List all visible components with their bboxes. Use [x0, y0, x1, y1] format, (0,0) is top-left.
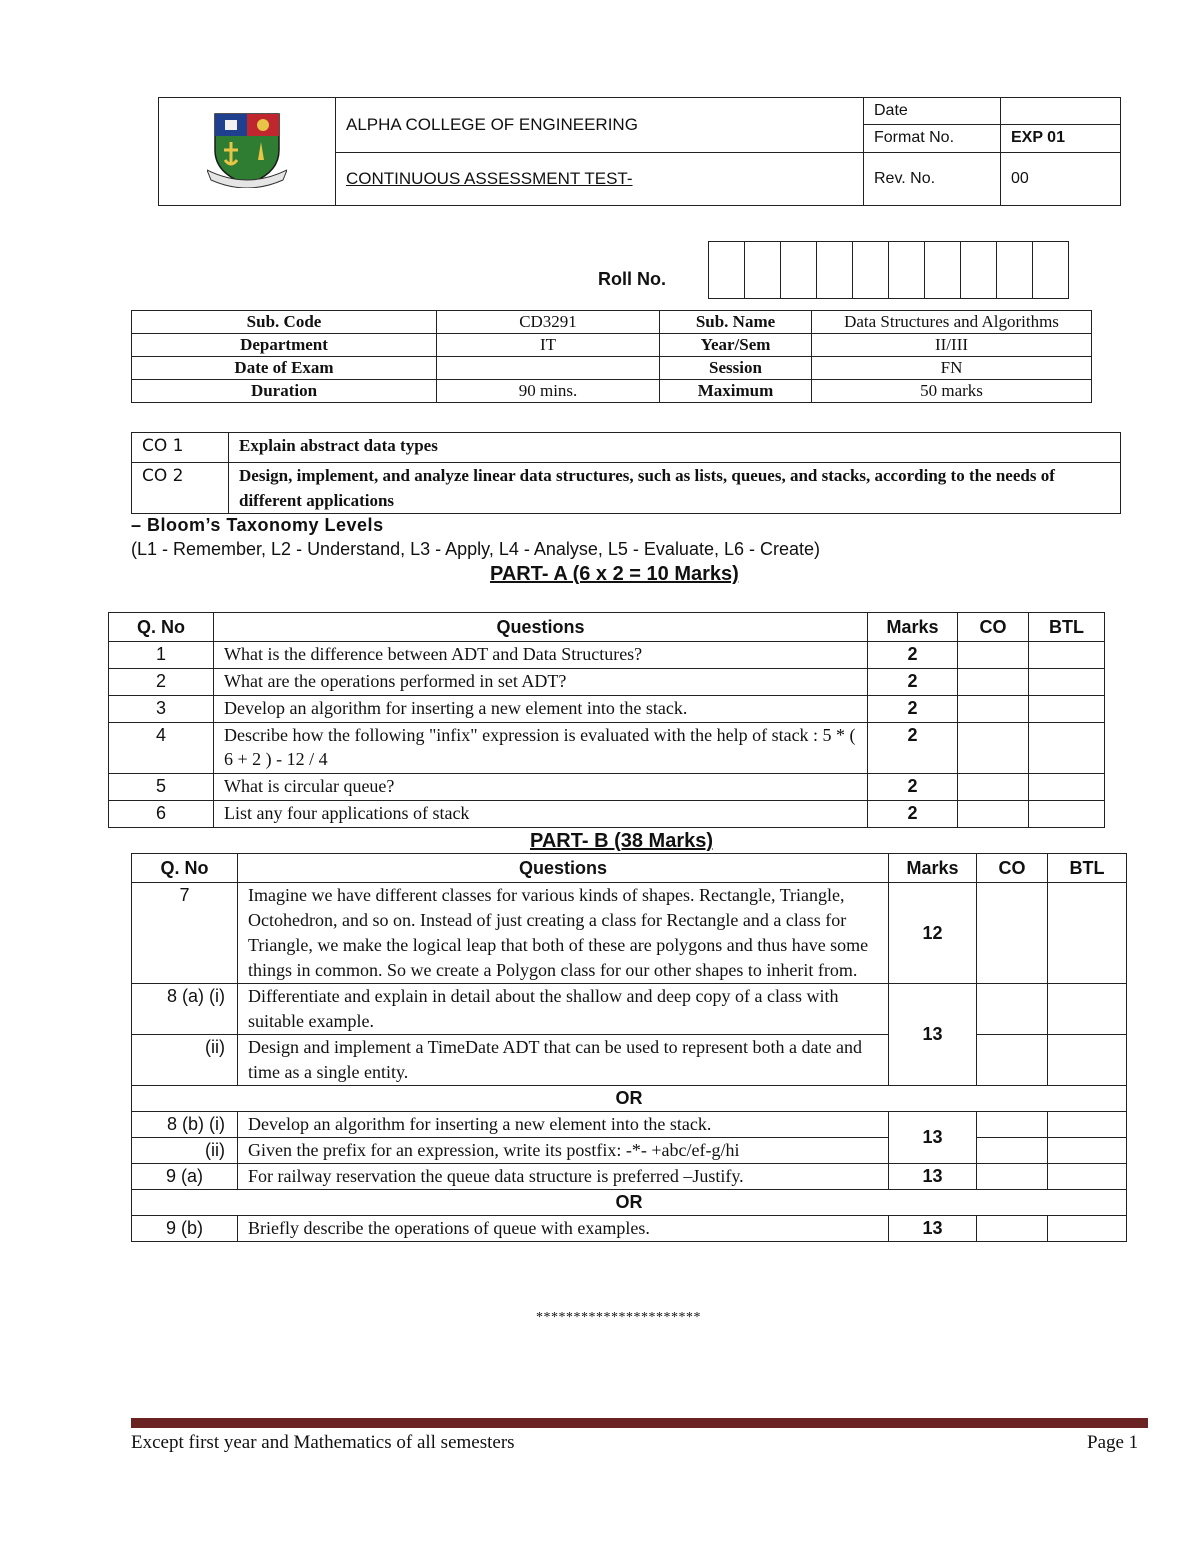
q-text: Imagine we have different classes for various kinds of shapes. Rectangle, Triangle, Octohedron, and so on. Instead of just creating a class for Rectangle and a class for Triangle, we make the logical leap that both of these are polygons and thus have some things in common. So we create a Polygon class for our other shapes to inherit from. [238, 883, 889, 984]
q-marks: 2 [868, 774, 958, 801]
q-btl [1048, 1216, 1127, 1242]
session-value: FN [812, 357, 1092, 380]
or-row [132, 1190, 1127, 1216]
q-co [977, 1216, 1048, 1242]
q-number: (ii) [132, 1138, 238, 1164]
q-number: 7 [132, 883, 238, 984]
roll-digit-box[interactable] [817, 242, 853, 299]
q-co [958, 669, 1029, 696]
session-label: Session [660, 357, 812, 380]
sub-name-label: Sub. Name [660, 311, 812, 334]
table-row [132, 1138, 1127, 1164]
q-co [977, 883, 1048, 984]
rev-label: Rev. No. [864, 152, 1001, 206]
q-marks: 13 [889, 984, 977, 1086]
q-text: Develop an algorithm for inserting a new element into the stack. [238, 1112, 889, 1138]
part-a-title: PART- A (6 x 2 = 10 Marks) [490, 563, 739, 585]
q-marks: 12 [889, 883, 977, 984]
roll-digit-box[interactable] [709, 242, 745, 299]
col-qno: Q. No [109, 613, 214, 642]
course-outcomes-table [131, 432, 1121, 514]
table-row [132, 1216, 1127, 1242]
q-btl [1029, 801, 1105, 828]
q-text: For railway reservation the queue data structure is preferred –Justify. [238, 1164, 889, 1190]
q-co [977, 1164, 1048, 1190]
q-number: 6 [109, 801, 214, 828]
test-name: CONTINUOUS ASSESSMENT TEST- [336, 152, 864, 206]
q-btl [1048, 1035, 1127, 1086]
q-co [958, 801, 1029, 828]
duration-value: 90 mins. [437, 380, 660, 403]
sub-name-value: Data Structures and Algorithms [812, 311, 1092, 334]
q-co [977, 1035, 1048, 1086]
page-number: Page 1 [1087, 1432, 1139, 1453]
q-btl [1029, 723, 1105, 774]
table-row [109, 642, 1105, 669]
sub-code-value: CD3291 [437, 311, 660, 334]
maximum-value: 50 marks [812, 380, 1092, 403]
q-co [977, 984, 1048, 1035]
roll-no-label: Roll No. [598, 269, 666, 289]
q-btl [1048, 1138, 1127, 1164]
duration-label: Duration [132, 380, 437, 403]
table-row [109, 774, 1105, 801]
q-marks: 2 [868, 723, 958, 774]
footer-rule [131, 1418, 1148, 1428]
table-row [109, 669, 1105, 696]
col-co: CO [977, 854, 1048, 883]
table-row [109, 723, 1105, 774]
q-text: What are the operations performed in set ADT? [214, 669, 868, 696]
q-marks: 13 [889, 1164, 977, 1190]
roll-digit-box[interactable] [925, 242, 961, 299]
table-row [132, 984, 1127, 1035]
part-b-title: PART- B (38 Marks) [530, 830, 714, 852]
roll-digit-box[interactable] [961, 242, 997, 299]
q-marks: 13 [889, 1216, 977, 1242]
q-co [958, 642, 1029, 669]
table-row [109, 696, 1105, 723]
college-crest-icon [207, 110, 287, 188]
q-number: 9 (b) [132, 1216, 238, 1242]
roll-digit-box[interactable] [889, 242, 925, 299]
exam-date-label: Date of Exam [132, 357, 437, 380]
exam-date-value [437, 357, 660, 380]
q-number: 5 [109, 774, 214, 801]
q-marks: 2 [868, 642, 958, 669]
co-description: Design, implement, and analyze linear data structures, such as lists, queues, and stacks, according to the needs of different applications [229, 463, 1121, 514]
q-marks: 2 [868, 801, 958, 828]
q-co [958, 696, 1029, 723]
q-number: 8 (a) (i) [132, 984, 238, 1035]
q-co [977, 1112, 1048, 1138]
part-b-table [131, 853, 1127, 1242]
q-number: 9 (a) [132, 1164, 238, 1190]
q-btl [1029, 669, 1105, 696]
col-marks: Marks [889, 854, 977, 883]
col-co: CO [958, 613, 1029, 642]
sub-code-label: Sub. Code [132, 311, 437, 334]
q-co [977, 1138, 1048, 1164]
college-name: ALPHA COLLEGE OF ENGINEERING [336, 98, 864, 153]
table-row [132, 1035, 1127, 1086]
q-marks: 2 [868, 669, 958, 696]
co-code: CO 2 [132, 463, 229, 514]
q-number: 3 [109, 696, 214, 723]
date-value [1001, 98, 1121, 125]
q-number: (ii) [132, 1035, 238, 1086]
table-row [109, 801, 1105, 828]
co-description: Explain abstract data types [229, 433, 1121, 463]
q-text: List any four applications of stack [214, 801, 868, 828]
q-co [958, 723, 1029, 774]
q-btl [1048, 1164, 1127, 1190]
q-text: Design and implement a TimeDate ADT that can be used to represent both a date and time as a single entity. [238, 1035, 889, 1086]
q-marks: 13 [889, 1112, 977, 1164]
subject-info-table [131, 310, 1092, 403]
q-btl [1048, 1112, 1127, 1138]
table-row [132, 1164, 1127, 1190]
q-text: Briefly describe the operations of queue with examples. [238, 1216, 889, 1242]
format-value: EXP 01 [1001, 125, 1121, 152]
col-qno: Q. No [132, 854, 238, 883]
document-header [158, 97, 1121, 206]
rev-value: 00 [1001, 152, 1121, 206]
date-label: Date [864, 98, 1001, 125]
col-questions: Questions [238, 854, 889, 883]
q-text: Develop an algorithm for inserting a new element into the stack. [214, 696, 868, 723]
bloom-levels: (L1 - Remember, L2 - Understand, L3 - Apply, L4 - Analyse, L5 - Evaluate, L6 - Create) [131, 539, 821, 559]
q-text: Differentiate and explain in detail about the shallow and deep copy of a class with suitable example. [238, 984, 889, 1035]
q-number: 4 [109, 723, 214, 774]
q-btl [1029, 642, 1105, 669]
roll-digit-box[interactable] [853, 242, 889, 299]
roll-digit-box[interactable] [781, 242, 817, 299]
footer-note: Except first year and Mathematics of all semesters [131, 1432, 515, 1453]
bloom-title: – Bloom’s Taxonomy Levels [131, 515, 384, 535]
q-number: 1 [109, 642, 214, 669]
col-marks: Marks [868, 613, 958, 642]
year-sem-value: II/III [812, 334, 1092, 357]
maximum-label: Maximum [660, 380, 812, 403]
q-number: 8 (b) (i) [132, 1112, 238, 1138]
q-text: What is the difference between ADT and Data Structures? [214, 642, 868, 669]
department-value: IT [437, 334, 660, 357]
table-row [132, 883, 1127, 984]
q-btl [1029, 696, 1105, 723]
col-btl: BTL [1029, 613, 1105, 642]
q-btl [1048, 883, 1127, 984]
part-a-table [108, 612, 1105, 828]
year-sem-label: Year/Sem [660, 334, 812, 357]
q-btl [1048, 984, 1127, 1035]
table-row [132, 1112, 1127, 1138]
or-separator: OR [132, 1190, 1127, 1216]
q-text: Given the prefix for an expression, write its postfix: -*- +abc/ef-g/hi [238, 1138, 889, 1164]
or-separator: OR [132, 1086, 1127, 1112]
col-btl: BTL [1048, 854, 1127, 883]
roll-digit-box[interactable] [1033, 242, 1069, 299]
roll-digit-box[interactable] [997, 242, 1033, 299]
or-row [132, 1086, 1127, 1112]
q-co [958, 774, 1029, 801]
logo-cell [159, 98, 336, 206]
co-code: CO 1 [132, 433, 229, 463]
q-marks: 2 [868, 696, 958, 723]
roll-digit-box[interactable] [745, 242, 781, 299]
col-questions: Questions [214, 613, 868, 642]
roll-no-boxes[interactable] [708, 241, 1069, 299]
q-btl [1029, 774, 1105, 801]
department-label: Department [132, 334, 437, 357]
q-text: Describe how the following "infix" expression is evaluated with the help of stack : 5 * ( 6 + 2 ) - 12 / 4 [214, 723, 868, 774]
end-marker: ********************** [536, 1310, 701, 1325]
q-number: 2 [109, 669, 214, 696]
q-text: What is circular queue? [214, 774, 868, 801]
format-label: Format No. [864, 125, 1001, 152]
